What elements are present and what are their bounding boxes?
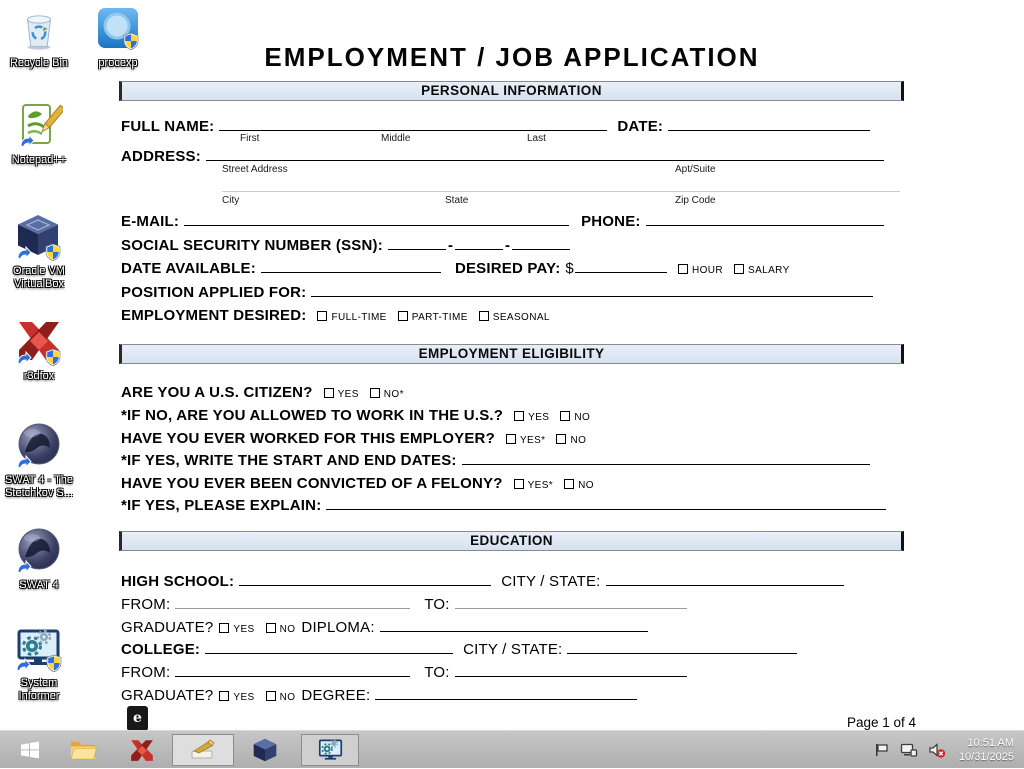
ssn-part3-input-line[interactable]: [512, 237, 570, 250]
last-sublabel: Last: [527, 133, 546, 144]
college-label: COLLEGE:: [121, 641, 201, 658]
start-button[interactable]: [10, 731, 50, 769]
system-informer-icon: [317, 737, 344, 763]
checkbox-worked-no[interactable]: [556, 434, 566, 444]
date-label: DATE:: [617, 118, 664, 135]
checkbox-citizen-no[interactable]: [370, 388, 380, 398]
document-title: EMPLOYMENT / JOB APPLICATION: [264, 42, 760, 72]
desktop-icon-label: SWAT 4: [19, 579, 59, 591]
full-name-input-line[interactable]: [219, 118, 607, 131]
position-input-line[interactable]: [311, 284, 873, 297]
street-address-sublabel: Street Address: [222, 164, 288, 175]
currency-symbol: $: [565, 260, 574, 277]
city-state-label: CITY / STATE:: [463, 641, 563, 658]
full-time-option-label: FULL-TIME: [331, 312, 387, 323]
checkbox-citizen-yes[interactable]: [324, 388, 334, 398]
row-ssn: [121, 237, 570, 254]
row-worked-before: [121, 430, 586, 447]
desktop-icon-label: Oracle VM VirtualBox: [13, 265, 65, 290]
section-header-education: EDUCATION: [119, 531, 904, 551]
row-employment-desired: [121, 307, 550, 324]
row-allowed-to-work: [121, 407, 590, 424]
checkbox-hs-graduate-no[interactable]: [266, 623, 276, 633]
part-time-option-label: PART-TIME: [411, 312, 468, 323]
college-from-input-line[interactable]: [175, 664, 410, 677]
taskbar-virtualbox-button[interactable]: [242, 731, 288, 769]
taskbar-pdf-form-app-button[interactable]: [172, 734, 234, 766]
row-college-from-to: [121, 664, 687, 681]
yes-option-label: YES: [233, 624, 255, 635]
no-option-label: NO: [578, 480, 594, 491]
desktop-icon-system-informer[interactable]: [0, 624, 78, 703]
start-end-dates-input-line[interactable]: [462, 452, 870, 465]
desktop-icon-swat4-stetchkov[interactable]: [0, 421, 78, 500]
city-state-label: CITY / STATE:: [501, 573, 601, 590]
salary-option-label: SALARY: [748, 265, 790, 276]
row-felony: [121, 475, 594, 492]
desktop-icon-swat4[interactable]: [0, 526, 78, 592]
desktop-icon-label: Notepad++: [11, 154, 67, 166]
row-full-name: [121, 118, 870, 135]
checkbox-allowed-yes[interactable]: [514, 411, 524, 421]
ssn-part2-input-line[interactable]: [455, 237, 503, 250]
from-label: FROM:: [121, 664, 171, 681]
row-explain: [121, 497, 886, 514]
desktop-icon-label: Recycle Bin: [9, 57, 69, 69]
desired-pay-input-line[interactable]: [575, 260, 667, 273]
graduate-label: GRADUATE?: [121, 619, 214, 636]
recycle-bin-icon: [0, 4, 78, 54]
yes-option-label: YES: [528, 412, 550, 423]
college-to-input-line[interactable]: [455, 664, 687, 677]
hour-option-label: HOUR: [691, 265, 724, 276]
middle-sublabel: Middle: [381, 133, 411, 144]
yes-star-option-label: YES*: [527, 480, 554, 491]
windows-logo-icon: [19, 739, 41, 761]
clock-time: 10:51 AM: [967, 737, 1014, 749]
address-label: ADDRESS:: [121, 148, 201, 165]
employment-desired-label: EMPLOYMENT DESIRED:: [121, 307, 307, 324]
no-option-label: NO: [570, 435, 587, 446]
explain-label: *IF YES, PLEASE EXPLAIN:: [121, 497, 322, 514]
ssn-label: SOCIAL SECURITY NUMBER (SSN):: [121, 237, 383, 254]
date-input-line[interactable]: [668, 118, 870, 131]
citizen-question: ARE YOU A U.S. CITIZEN?: [121, 384, 313, 401]
taskbar-system-informer-button[interactable]: [301, 734, 359, 766]
position-applied-label: POSITION APPLIED FOR:: [121, 284, 307, 301]
checkbox-full-time[interactable]: [317, 311, 327, 321]
row-hs-graduate: [121, 619, 648, 636]
to-label: TO:: [424, 664, 450, 681]
checkbox-worked-yes[interactable]: [506, 434, 516, 444]
row-college: [121, 641, 797, 658]
taskbar-clock[interactable]: [959, 736, 1014, 764]
explain-input-line[interactable]: [326, 497, 886, 510]
swat4-stetchkov-icon: [0, 421, 78, 471]
network-icon[interactable]: [900, 742, 918, 758]
yes-star-option-label: YES*: [519, 435, 546, 446]
worked-question: HAVE YOU EVER WORKED FOR THIS EMPLOYER?: [121, 430, 495, 447]
action-center-flag-icon[interactable]: [874, 742, 890, 758]
taskbar: [0, 730, 1024, 768]
yes-option-label: YES: [233, 692, 255, 703]
system-informer-icon: [0, 624, 78, 674]
start-end-dates-label: *IF YES, WRITE THE START AND END DATES:: [121, 452, 457, 469]
hs-to-input-line[interactable]: [455, 596, 687, 609]
first-sublabel: First: [240, 133, 260, 144]
desktop-icon-label: procexp: [98, 57, 138, 69]
apt-suite-sublabel: Apt/Suite: [675, 164, 716, 175]
desktop-icon-label: System Informer: [18, 677, 60, 702]
no-star-option-label: NO*: [383, 389, 404, 400]
desired-pay-label: DESIRED PAY:: [454, 260, 561, 277]
full-name-label: FULL NAME:: [121, 118, 215, 135]
state-sublabel: State: [445, 195, 469, 206]
to-label: TO:: [424, 596, 450, 613]
ssn-dash: -: [447, 237, 453, 254]
row-position: [121, 284, 873, 301]
felony-question: HAVE YOU EVER BEEN CONVICTED OF A FELONY?: [121, 475, 503, 492]
from-label: FROM:: [121, 596, 171, 613]
no-option-label: NO: [279, 692, 296, 703]
checkbox-salary[interactable]: [734, 264, 744, 274]
taskbar-file-explorer-button[interactable]: [60, 731, 106, 769]
email-label: E-MAIL:: [121, 213, 180, 230]
desktop-icon-notepad-plus-plus[interactable]: [0, 101, 78, 167]
virtualbox-icon: [0, 212, 78, 262]
college-input-line[interactable]: [205, 641, 453, 654]
row-high-school: [121, 573, 844, 590]
section-header-personal-information: PERSONAL INFORMATION: [119, 81, 904, 101]
row-college-graduate: [121, 687, 637, 704]
ssn-part1-input-line[interactable]: [388, 237, 446, 250]
high-school-label: HIGH SCHOOL:: [121, 573, 235, 590]
row-hs-from-to: [121, 596, 687, 613]
graduate-label: GRADUATE?: [121, 687, 214, 704]
r3dfox-icon: [129, 737, 155, 763]
city-sublabel: City: [222, 195, 240, 206]
allowed-question: *IF NO, ARE YOU ALLOWED TO WORK IN THE U.S.?: [121, 407, 504, 424]
checkbox-college-graduate-yes[interactable]: [219, 691, 229, 701]
virtualbox-icon: [252, 737, 278, 763]
degree-label: DEGREE:: [301, 687, 371, 704]
checkbox-part-time[interactable]: [398, 311, 408, 321]
desktop-icon-recycle-bin[interactable]: [0, 4, 78, 70]
high-school-input-line[interactable]: [239, 573, 491, 586]
desktop-icon-r3dfox[interactable]: [0, 317, 78, 383]
checkbox-hour[interactable]: [678, 264, 688, 274]
volume-muted-icon[interactable]: [928, 742, 946, 759]
college-city-state-input-line[interactable]: [567, 641, 797, 654]
row-citizen: [121, 384, 404, 401]
ssn-dash: -: [504, 237, 510, 254]
system-tray: [869, 731, 1020, 769]
r3dfox-icon: [0, 317, 78, 367]
no-option-label: NO: [574, 412, 591, 423]
checkbox-felony-yes[interactable]: [514, 479, 524, 489]
phone-label: PHONE:: [581, 213, 641, 230]
taskbar-r3dfox-button[interactable]: [119, 731, 165, 769]
zip-code-sublabel: Zip Code: [675, 195, 716, 206]
checkbox-allowed-no[interactable]: [560, 411, 570, 421]
notepad-plus-plus-icon: [0, 101, 78, 151]
checkbox-seasonal[interactable]: [479, 311, 489, 321]
desktop-icon-virtualbox[interactable]: [0, 212, 78, 291]
yes-option-label: YES: [337, 389, 359, 400]
date-available-input-line[interactable]: [261, 260, 441, 273]
checkbox-felony-no[interactable]: [564, 479, 574, 489]
date-available-label: DATE AVAILABLE:: [121, 260, 256, 277]
no-option-label: NO: [279, 624, 296, 635]
row-address: [121, 148, 884, 165]
page-number: Page 1 of 4: [847, 715, 917, 730]
row-email-phone: [121, 213, 884, 230]
hs-from-input-line[interactable]: [175, 596, 410, 609]
address-input-line[interactable]: [206, 148, 884, 161]
desktop-icon-label: SWAT 4 - The Stetchkov S...: [4, 474, 74, 499]
hs-city-state-input-line[interactable]: [606, 573, 844, 586]
eforms-logo: e: [127, 706, 148, 731]
section-header-employment-eligibility: EMPLOYMENT ELIGIBILITY: [119, 344, 904, 364]
pdf-form-app-icon: [189, 738, 217, 762]
row-date-available: [121, 260, 790, 277]
degree-input-line[interactable]: [375, 687, 637, 700]
diploma-input-line[interactable]: [380, 619, 648, 632]
seasonal-option-label: SEASONAL: [492, 312, 550, 323]
checkbox-college-graduate-no[interactable]: [266, 691, 276, 701]
row-start-end-dates: [121, 452, 870, 469]
phone-input-line[interactable]: [646, 213, 884, 226]
desktop-icon-label: r3dfox: [23, 370, 55, 382]
checkbox-hs-graduate-yes[interactable]: [219, 623, 229, 633]
swat4-icon: [0, 526, 78, 576]
clock-date: 10/31/2025: [958, 751, 1014, 763]
email-input-line[interactable]: [184, 213, 569, 226]
address-line2-input-line[interactable]: [222, 179, 900, 192]
file-explorer-icon: [69, 738, 97, 762]
diploma-label: DIPLOMA:: [301, 619, 375, 636]
